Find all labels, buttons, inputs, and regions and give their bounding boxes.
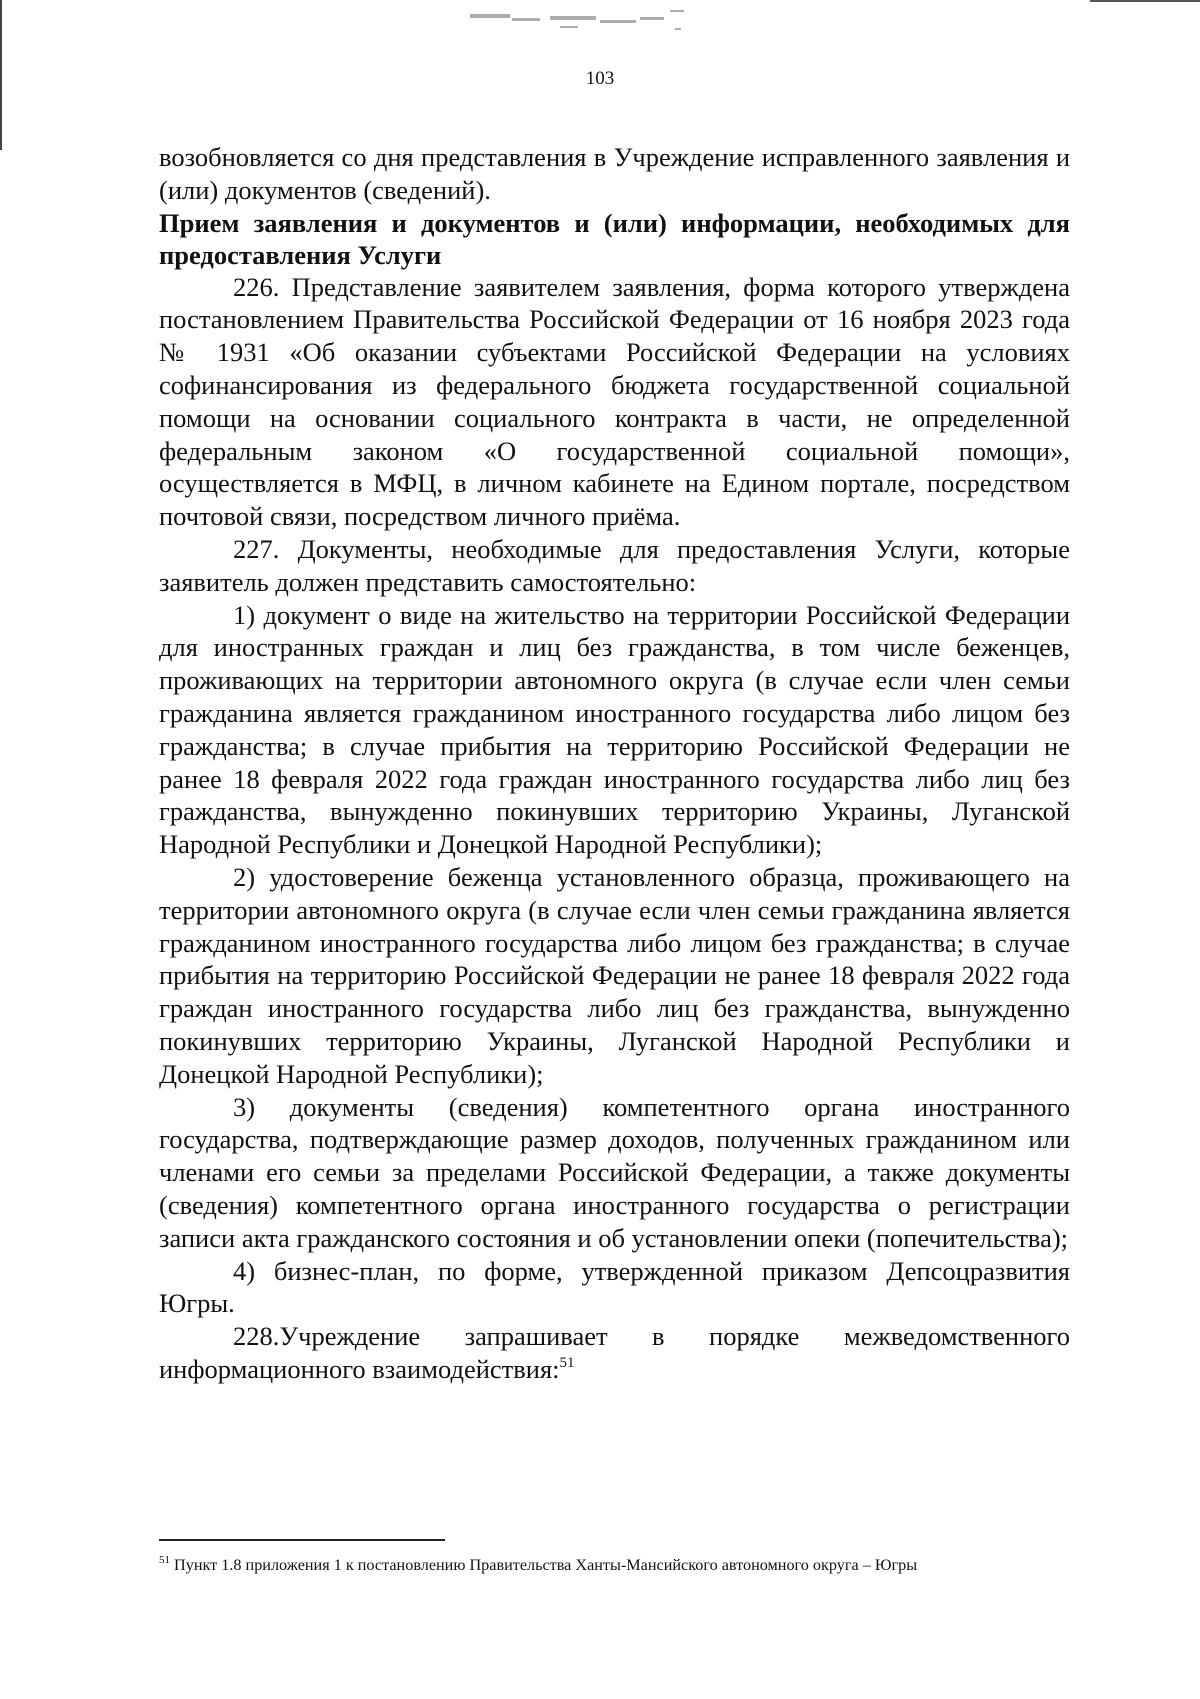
footnote-separator xyxy=(159,1539,445,1541)
paragraph-228 xyxy=(159,1320,1070,1386)
paragraph-227: 227. Документы, необходимые для предоставления Услуги, которые заявитель должен представить самостоятельно: xyxy=(159,533,1070,597)
paragraph-226: 226. Представление заявителем заявления, форма которого утверждена постановлением Правительства Российской Федерации от 16 ноября 2023 года № 1931 «Об оказании субъектами Российской Федерации на условиях софинансирования из федерального бюджета государственной социальной помощи на основании социального контракта в части, не определенной федеральным законом «О государственной социальной помощи», осуществляется в МФЦ, в личном кабинете на Едином портале, посредством почтовой связи, посредством личного приёма. xyxy=(159,271,1070,532)
list-item-2: 2) удостоверение беженца установленного образца, проживающего на территории автономного округа (в случае если член семьи гражданина является гражданином иностранного государства либо лицом без гражданства; в случае прибытия на территорию Российской Федерации не ранее 18 февраля 2022 года граждан иностранного государства либо лиц без гражданства, вынужденно покинувших территорию Украины, Луганской Народной Республики и Донецкой Народной Республики); xyxy=(159,861,1070,1089)
document-body xyxy=(159,141,1070,1386)
paragraph-228-text: 228.Учреждение запрашивает в порядке межведомственного информационного взаимодействия: xyxy=(159,1321,1070,1384)
footnote-reference[interactable]: 51 xyxy=(559,1354,575,1371)
page-number: 103 xyxy=(585,68,615,89)
footnote-marker: 51 xyxy=(159,1554,170,1566)
list-item-3: 3) документы (сведения) компетентного органа иностранного государства, подтверждающие размер доходов, полученных гражданином или членами его семьи за пределами Российской Федерации, а также документы (сведения) компетентного органа иностранного государства о регистрации записи акта гражданского состояния и об установлении опеки (попечительства); xyxy=(159,1091,1070,1253)
footnote-text: Пункт 1.8 приложения 1 к постановлению Правительства Ханты-Мансийского автономного округа – Югры xyxy=(174,1556,918,1574)
footnote xyxy=(159,1556,1079,1575)
list-item-4: 4) бизнес-план, по форме, утвержденной приказом Депсоцразвития Югры. xyxy=(159,1255,1070,1319)
section-heading: Прием заявления и документов и (или) информации, необходимых для предоставления Услуги xyxy=(159,207,1070,270)
scan-edge-line-top xyxy=(1090,0,1200,2)
scan-noise-mark xyxy=(440,6,740,36)
list-item-1: 1) документ о виде на жительство на территории Российской Федерации для иностранных граждан и лиц без гражданства, в том числе беженцев, проживающих на территории автономного округа (в случае если член семьи гражданина является гражданином иностранного государства либо лицом без гражданства; в случае прибытия на территорию Российской Федерации не ранее 18 февраля 2022 года граждан иностранного государства либо лиц без гражданства, вынужденно покинувших территорию Украины, Луганской Народной Республики и Донецкой Народной Республики); xyxy=(159,599,1070,860)
continuation-paragraph: возобновляется со дня представления в Учреждение исправленного заявления и (или) документов (сведений). xyxy=(159,142,1070,205)
